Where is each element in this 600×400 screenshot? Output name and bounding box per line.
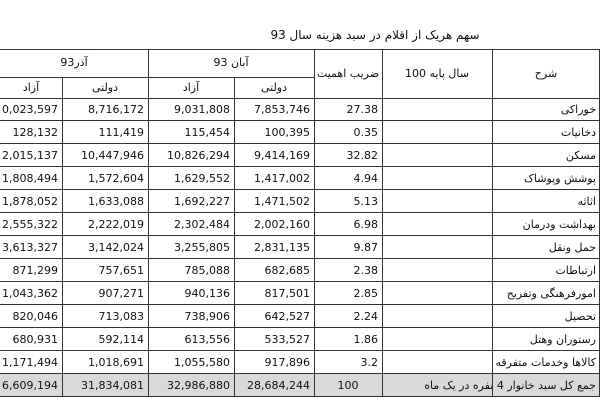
cell-azar-azad: 1,043,362	[2, 287, 58, 300]
header-aban93: آبان 93	[213, 56, 249, 69]
cell-base-year	[382, 236, 492, 259]
header-description: شرح	[534, 67, 558, 80]
cell-azar-azad: 1,808,494	[2, 172, 58, 185]
cell-azar-azad: 128,132	[12, 126, 58, 139]
cell-azar-dolati: 3,142,024	[88, 241, 144, 254]
cell-description: تحصیل	[564, 310, 596, 323]
cell-weight: 9.87	[353, 241, 378, 254]
cell-aban-azad: 3,255,805	[174, 241, 230, 254]
header-azar-dolati: دولتی	[91, 81, 119, 94]
cell-description: کالاها وخدمات متفرقه	[495, 356, 596, 369]
cell-aban-azad: 2,302,484	[174, 218, 230, 231]
cell-description: امورفرهنگی وتفریح	[506, 287, 596, 300]
cell-base-year	[382, 121, 492, 144]
cell-aban-dolati: 817,501	[264, 287, 310, 300]
cell-weight: 3.2	[360, 356, 378, 369]
cell-description: دخانیات	[560, 126, 596, 139]
header-aban-azad: آزاد	[182, 81, 200, 94]
cell-azar-dolati: 1,018,691	[88, 356, 144, 369]
cell-weight: 2.38	[353, 264, 378, 277]
cell-azar-azad: 680,931	[12, 333, 58, 346]
cell-aban-dolati: 917,896	[264, 356, 310, 369]
cell-aban-dolati: 2,831,135	[254, 241, 310, 254]
cell-azar-dolati: 1,572,604	[88, 172, 144, 185]
total-description: جمع کل سبد خانوار 4 نفره در یک ماه	[424, 379, 596, 392]
cell-base-year	[382, 351, 492, 374]
cell-weight: 6.98	[353, 218, 378, 231]
cell-aban-azad: 1,055,580	[174, 356, 230, 369]
cell-weight: 0.35	[353, 126, 378, 139]
header-base-year: سال پایه 100	[405, 67, 469, 80]
cell-aban-azad: 1,692,227	[174, 195, 230, 208]
total-azar-dolati: 31,834,081	[81, 379, 144, 392]
cell-aban-dolati: 2,002,160	[254, 218, 310, 231]
cell-description: رستوران وهتل	[529, 333, 596, 346]
cell-base-year	[382, 98, 492, 121]
cell-aban-azad: 10,826,294	[167, 149, 230, 162]
header-azar93: آذر93	[60, 56, 88, 69]
header-azar-azad: آزاد	[22, 81, 40, 94]
cell-azar-azad: 3,613,327	[2, 241, 58, 254]
cell-azar-azad: 820,046	[12, 310, 58, 323]
cell-aban-dolati: 533,527	[264, 333, 310, 346]
cell-description: حمل ونقل	[548, 241, 596, 254]
cell-description: بهداشت ودرمان	[522, 218, 596, 231]
cell-aban-dolati: 9,414,169	[254, 149, 310, 162]
cell-aban-azad: 9,031,808	[174, 103, 230, 116]
cell-description: پوشش وپوشاک	[524, 172, 596, 185]
cell-azar-azad: 871,299	[12, 264, 58, 277]
cell-description: ارتباطات	[555, 264, 596, 277]
cell-description: اثاثه	[577, 195, 596, 208]
cell-weight: 4.94	[353, 172, 378, 185]
cell-weight: 27.38	[346, 103, 378, 116]
cell-aban-dolati: 1,471,502	[254, 195, 310, 208]
cell-weight: 1.86	[353, 333, 378, 346]
cell-aban-dolati: 7,853,746	[254, 103, 310, 116]
table-title: سهم هریک از اقلام در سبد هزینه سال 93	[270, 28, 480, 42]
cell-azar-azad: 2,015,137	[2, 149, 58, 162]
cell-aban-dolati: 682,685	[264, 264, 310, 277]
cell-description: مسکن	[565, 149, 596, 162]
total-aban-azad: 32,986,880	[167, 379, 230, 392]
cell-aban-dolati: 100,395	[264, 126, 310, 139]
cell-aban-azad: 940,136	[184, 287, 230, 300]
cell-azar-dolati: 10,447,946	[81, 149, 144, 162]
cell-azar-dolati: 111,419	[98, 126, 144, 139]
cell-base-year	[382, 328, 492, 351]
cell-aban-dolati: 1,417,002	[254, 172, 310, 185]
cell-aban-dolati: 642,527	[264, 310, 310, 323]
cell-azar-azad: 0,023,597	[2, 103, 58, 116]
cell-azar-dolati: 713,083	[98, 310, 144, 323]
total-weight: 100	[337, 379, 359, 392]
cell-description: خوراکی	[560, 103, 596, 116]
cell-azar-dolati: 1,633,088	[88, 195, 144, 208]
cell-aban-azad: 1,629,552	[174, 172, 230, 185]
cell-aban-azad: 115,454	[184, 126, 230, 139]
cell-azar-azad: 1,878,052	[2, 195, 58, 208]
total-aban-dolati: 28,684,244	[247, 379, 310, 392]
header-weight: ضریب اهمیت	[316, 67, 380, 80]
cell-azar-azad: 2,555,322	[2, 218, 58, 231]
cell-base-year	[382, 190, 492, 213]
cell-azar-dolati: 2,222,019	[88, 218, 144, 231]
cell-aban-azad: 785,088	[184, 264, 230, 277]
total-azar-azad: 6,609,194	[2, 379, 58, 392]
cell-weight: 5.13	[353, 195, 378, 208]
cell-azar-dolati: 907,271	[98, 287, 144, 300]
cell-azar-dolati: 592,114	[98, 333, 144, 346]
cell-base-year	[382, 282, 492, 305]
cell-azar-azad: 1,171,494	[2, 356, 58, 369]
cell-base-year	[382, 305, 492, 328]
cell-base-year	[382, 259, 492, 282]
cell-base-year	[382, 144, 492, 167]
cell-weight: 32.82	[346, 149, 378, 162]
cell-azar-dolati: 757,651	[98, 264, 144, 277]
cell-weight: 2.85	[353, 287, 378, 300]
cell-aban-azad: 613,556	[184, 333, 230, 346]
cell-weight: 2.24	[353, 310, 378, 323]
cell-aban-azad: 738,906	[184, 310, 230, 323]
cell-azar-dolati: 8,716,172	[88, 103, 144, 116]
header-aban-dolati: دولتی	[260, 81, 288, 94]
cell-base-year	[382, 167, 492, 190]
cell-base-year	[382, 213, 492, 236]
